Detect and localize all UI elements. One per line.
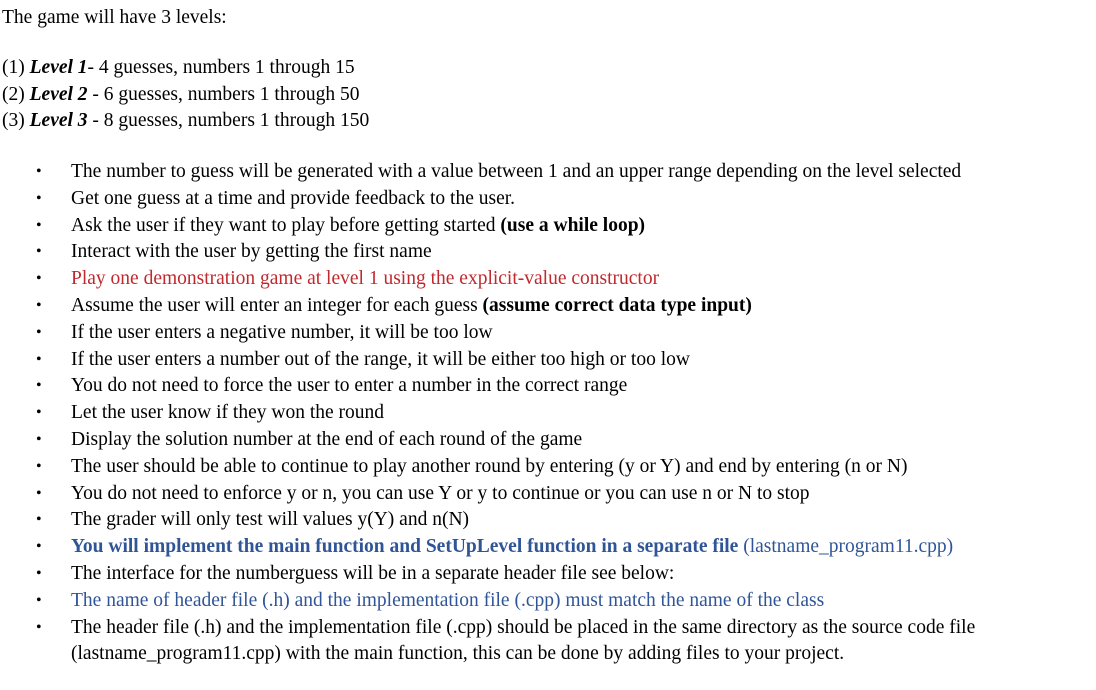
bullet-icon: •	[36, 270, 42, 288]
bullet-icon: •	[36, 163, 42, 180]
bullet-icon: •	[36, 430, 42, 448]
bullet-icon: •	[36, 377, 42, 395]
list-item: • Play one demonstration game at level 1 using the explicit-value constructor	[0, 266, 1090, 293]
bullet-icon: •	[36, 323, 42, 341]
list-item: • The header file (.h) and the implementation file (.cpp) should be placed in the same directory as the source code file (lastname_program11.cpp) with the main function, this can be done by adding files to your project.	[36, 616, 976, 665]
bullet-icon: •	[36, 484, 42, 502]
level-number: (3)	[2, 110, 30, 131]
bullet-icon: •	[36, 591, 42, 609]
list-item: • The interface for the numberguess will be in a separate header file see below:	[0, 561, 1090, 588]
list-item: • The number to guess will be generated with a value between 1 and an upper range depending on the level selected	[0, 159, 1090, 186]
bullet-icon: •	[36, 404, 42, 422]
list-item: • The grader will only test will values y(Y) and n(N)	[0, 507, 1090, 534]
bullet-icon: •	[36, 189, 42, 207]
list-item: • You will implement the main function and SetUpLevel function in a separate file (lastname_program11.cpp)	[0, 534, 1090, 561]
bullet-icon: •	[36, 618, 42, 636]
list-item: • Let the user know if they won the round	[0, 400, 1090, 427]
requirements-list	[0, 159, 1090, 668]
level-name: Level 1	[29, 57, 88, 78]
levels-list	[2, 55, 369, 135]
bullet-icon: •	[36, 216, 42, 234]
level-description: 8 guesses, numbers 1 through 150	[103, 110, 370, 131]
level-name: Level 3	[29, 110, 88, 131]
list-item: • Get one guess at a time and provide feedback to the user.	[0, 186, 1090, 213]
level-separator: -	[87, 57, 99, 78]
list-item: • If the user enters a negative number, it will be too low	[0, 320, 1090, 347]
bullet-icon: •	[36, 511, 42, 529]
level-separator: -	[87, 110, 104, 131]
bullet-icon: •	[36, 243, 42, 261]
level-item	[2, 55, 369, 82]
list-item: • Display the solution number at the end of each round of the game	[0, 427, 1090, 454]
level-item	[2, 108, 369, 135]
level-item	[2, 82, 369, 109]
levels-intro: The game will have 3 levels:	[2, 7, 227, 28]
level-description: 6 guesses, numbers 1 through 50	[103, 83, 360, 105]
list-item: • Assume the user will enter an integer for each guess (assume correct data type input)	[0, 293, 1090, 320]
bullet-icon: •	[36, 350, 42, 368]
level-number: (2)	[2, 83, 30, 105]
list-item: • Interact with the user by getting the first name	[0, 239, 1090, 266]
list-item: • If the user enters a number out of the range, it will be either too high or too low	[0, 347, 1090, 374]
list-item: • Ask the user if they want to play before getting started (use a while loop)	[0, 213, 1090, 240]
level-description: 4 guesses, numbers 1 through 15	[98, 57, 355, 78]
bullet-icon: •	[36, 538, 42, 556]
list-item: • You do not need to enforce y or n, you can use Y or y to continue or you can use n or N to stop	[0, 481, 1090, 508]
list-item: • The user should be able to continue to play another round by entering (y or Y) and end by entering (n or N)	[0, 454, 1090, 481]
bullet-icon: •	[36, 296, 42, 314]
level-name: Level 2	[29, 83, 88, 105]
level-separator: -	[87, 83, 104, 105]
level-number: (1)	[2, 57, 30, 78]
list-item: • The name of header file (.h) and the implementation file (.cpp) must match the name of the class	[0, 588, 1090, 615]
bullet-icon: •	[36, 564, 42, 582]
bullet-icon: •	[36, 457, 42, 475]
list-item: • You do not need to force the user to enter a number in the correct range	[0, 373, 1090, 400]
